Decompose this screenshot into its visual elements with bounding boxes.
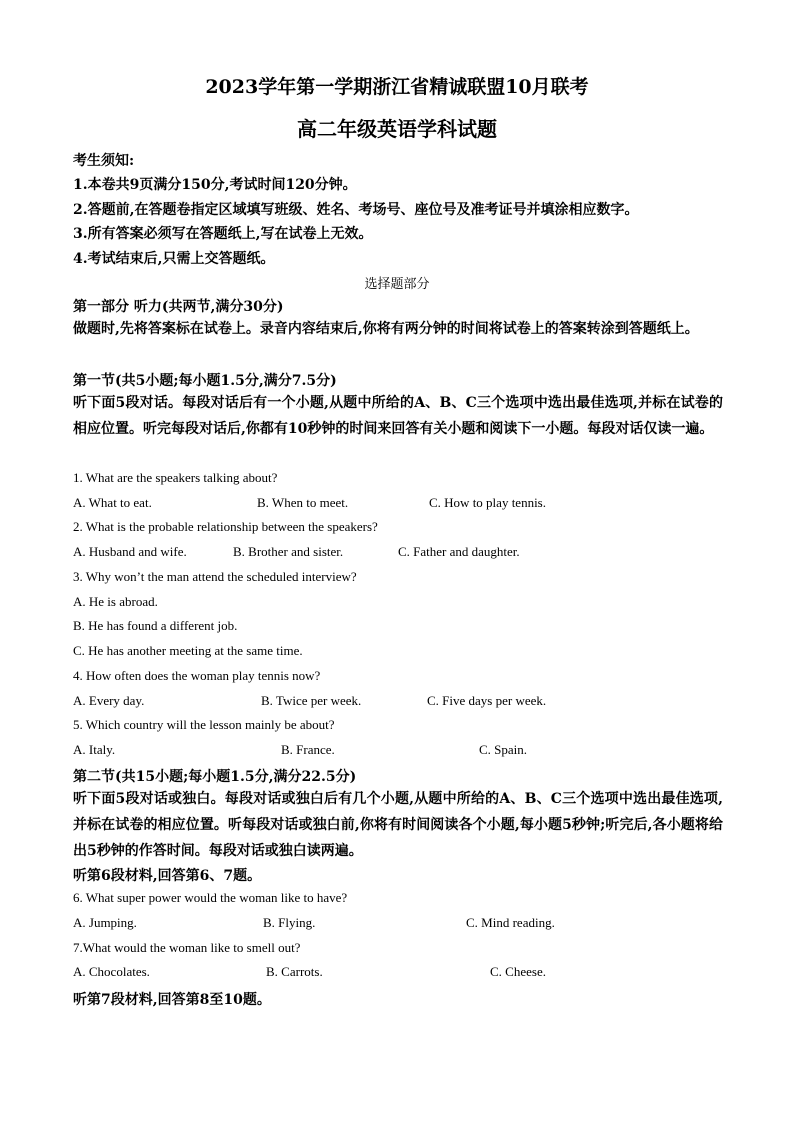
question-stem: 5. Which country will the lesson mainly be about? [73,717,335,732]
option-c: C. Mind reading. [466,915,555,930]
section2-heading: 第二节(共15小题;每小题1.5分,满分22.5分) [73,769,357,785]
question-stem: 2. What is the probable relationship between the speakers? [73,519,378,534]
option-c: C. Spain. [479,742,528,757]
notice-item: 1.本卷共9页满分150分,考试时间120分钟。 [73,177,357,193]
notice-item: 2.答题前,在答题卷指定区域填写班级、姓名、考场号、座位号及准考证号并填涂相应数字。 [73,202,639,218]
question-stem: 3. Why won’t the man attend the scheduled interview? [73,569,357,584]
option-b: B. Flying. [263,915,316,930]
notice-heading: 考生须知: [73,153,135,169]
option-a: A. Husband and wife. [73,544,187,559]
option-c: C. Father and daughter. [398,544,520,559]
section1-heading: 第一节(共5小题;每小题1.5分,满分7.5分) [73,373,337,389]
part1-instruction: 做题时,先将答案标在试卷上。录音内容结束后,你将有两分钟的时间将试卷上的答案转涂到答题纸上。 [73,321,699,337]
option-b: B. Brother and sister. [233,544,344,559]
option-c: C. He has another meeting at the same time. [73,643,303,658]
option-a: A. What to eat. [73,495,152,510]
exam-subtitle: 高二年级英语学科试题 [297,117,497,141]
option-c: C. Five days per week. [427,693,547,708]
question-stem: 6. What super power would the woman like to have? [73,890,348,905]
option-c: C. How to play tennis. [429,495,546,510]
question-stem: 1. What are the speakers talking about? [73,470,278,485]
option-b: B. France. [281,742,335,757]
option-b: B. When to meet. [257,495,349,510]
option-a: A. Jumping. [73,915,137,930]
question-stem: 4. How often does the woman play tennis now? [73,668,321,683]
option-a: A. Every day. [73,693,145,708]
notice-item: 3.所有答案必须写在答题纸上,写在试卷上无效。 [73,226,373,242]
part1-heading: 第一部分 听力(共两节,满分30分) [73,299,284,315]
option-b: B. Carrots. [266,964,323,979]
option-c: C. Cheese. [490,964,546,979]
section2-instruction: 听下面5段对话或独白。每段对话或独白后有几个小题,从题中所给的A、B、C三个选项中选出最佳选项,并标在试卷的相应位置。听每段对话或独白前,你将有时间阅读各个小题,每小题5秒钟;听完后,各小题将给出5秒钟的作答时间。每段对话或独白读两遍。 [73,791,723,859]
option-b: B. Twice per week. [261,693,362,708]
option-a: A. Italy. [73,742,116,757]
notice-item: 4.考试结束后,只需上交答题纸。 [73,251,275,267]
option-a: A. Chocolates. [73,964,150,979]
material-6-heading: 听第6段材料,回答第6、7题。 [73,868,262,884]
option-a: A. He is abroad. [73,594,158,609]
exam-title: 2023学年第一学期浙江省精诚联盟10月联考 [205,76,589,98]
question-stem: 7.What would the woman like to smell out? [73,940,301,955]
section1-instruction: 听下面5段对话。每段对话后有一个小题,从题中所给的A、B、C三个选项中选出最佳选项,并标在试卷的相应位置。听完每段对话后,你都有10秒钟的时间来回答有关小题和阅读下一小题。每段对话仅读一遍。 [73,395,723,437]
option-b: B. He has found a different job. [73,618,238,633]
material-7-heading: 听第7段材料,回答第8至10题。 [73,992,271,1008]
section-label: 选择题部分 [364,277,430,292]
